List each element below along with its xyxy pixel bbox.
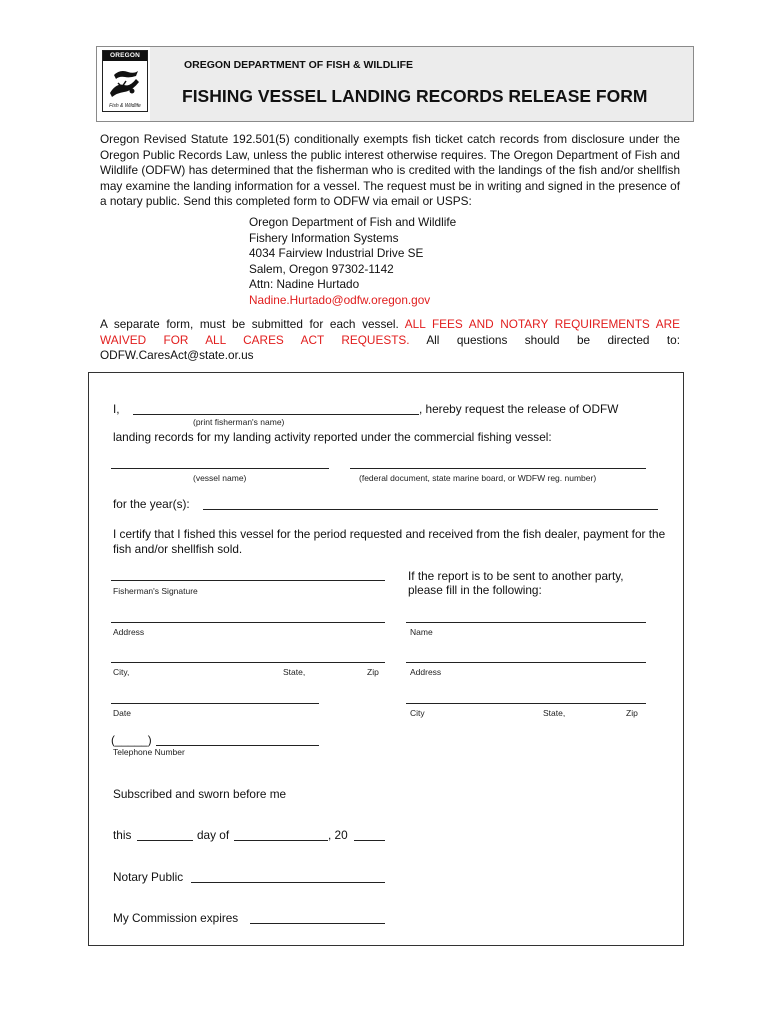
city-state-zip-field[interactable] [111, 662, 385, 663]
years-label: for the year(s): [113, 497, 190, 511]
state2-caption: State, [543, 708, 566, 718]
other-party-text: If the report is to be sent to another party, please fill in the following: [408, 569, 624, 597]
notice-paragraph [100, 317, 680, 364]
commission-label: My Commission expires [113, 911, 239, 925]
day-field[interactable] [137, 840, 193, 841]
address-line-2: Fishery Information Systems [249, 230, 399, 245]
notice-text-1: A separate form, must be submitted for each vessel. [100, 317, 405, 331]
zip-caption: Zip [367, 667, 379, 677]
notice-text-2: All questions should be directed to: ODFW.CaresAct@state.or.us [100, 332, 680, 362]
agency-name: OREGON DEPARTMENT OF FISH & WILDLIFE [184, 59, 414, 71]
notice-red-text: ALL FEES AND NOTARY REQUIREMENTS ARE WAIVED FOR ALL CARES ACT REQUESTS. [100, 317, 680, 347]
i-label: I, [113, 402, 120, 416]
signature-field[interactable] [111, 580, 385, 581]
other-party-address-field[interactable] [406, 662, 646, 663]
intro-paragraph: Oregon Revised Statute 192.501(5) conditionally exempts fish ticket catch records from disclosure under the Oregon Public Records Law, unless the public interest otherwise requires. The Oregon Department of Fish and Wildlife (ODFW) has determined that the fisherman who is credited with the landings of the fish and/or shellfish may examine the landing information for a vessel. The request must be in writing and signed in the presence of a notary public. Send this completed form to ODFW via email or USPS: [100, 132, 680, 208]
federal-doc-caption: (federal document, state marine board, or WDFW reg. number) [359, 473, 597, 483]
other-party-city-field[interactable] [406, 703, 646, 704]
fish-wildlife-icon [106, 63, 144, 103]
fisherman-name-field[interactable] [133, 414, 419, 415]
address-field[interactable] [111, 622, 385, 623]
logo-top-text: OREGON [103, 51, 147, 61]
address-line-3: 4034 Fairview Industrial Drive SE [249, 246, 424, 260]
month-field[interactable] [234, 840, 328, 841]
landing-text: landing records for my landing activity reported under the commercial fishing vessel: [113, 430, 552, 444]
logo-bottom-text: Fish & Wildlife [109, 103, 141, 109]
day-of-label: day of [197, 828, 230, 842]
notary-field[interactable] [191, 882, 385, 883]
odfw-logo [102, 50, 148, 112]
year-field[interactable] [354, 840, 385, 841]
phone-prefix: (_____) [111, 733, 152, 747]
telephone-field[interactable] [156, 745, 319, 746]
date-caption: Date [113, 708, 131, 718]
other-party-name-field[interactable] [406, 622, 646, 623]
form-box [88, 372, 684, 946]
contact-email-link[interactable]: Nadine.Hurtado@odfw.oregon.gov [249, 292, 431, 307]
address-line-5: Attn: Nadine Hurtado [249, 277, 360, 291]
address-line-4: Salem, Oregon 97302-1142 [249, 261, 394, 276]
year-prefix: , 20 [328, 828, 348, 842]
commission-expires-field[interactable] [250, 923, 385, 924]
mailing-address [249, 215, 456, 308]
date-field[interactable] [111, 703, 319, 704]
vessel-name-field[interactable] [111, 468, 329, 469]
vessel-name-caption: (vessel name) [193, 473, 247, 483]
release-text: , hereby request the release of ODFW [419, 402, 619, 416]
zip2-caption: Zip [626, 708, 638, 718]
name-caption: Name [410, 627, 433, 637]
phone-caption: Telephone Number [113, 747, 185, 757]
address-line-1: Oregon Department of Fish and Wildlife [249, 215, 457, 229]
city-caption: City, [113, 667, 130, 677]
print-name-caption: (print fisherman's name) [193, 417, 285, 427]
state-caption: State, [283, 667, 306, 677]
signature-caption: Fisherman's Signature [113, 586, 198, 596]
city2-caption: City [410, 708, 425, 718]
certify-text: I certify that I fished this vessel for the period requested and received from the fish dealer, payment for the fish and/or shellfish sold. [113, 527, 666, 556]
years-field[interactable] [203, 509, 658, 510]
subscribed-text: Subscribed and sworn before me [113, 787, 287, 801]
address2-caption: Address [410, 667, 442, 677]
address-caption: Address [113, 627, 145, 637]
this-label: this [113, 828, 132, 842]
vessel-reg-number-field[interactable] [350, 468, 646, 469]
form-title: FISHING VESSEL LANDING RECORDS RELEASE FORM [182, 86, 648, 106]
notary-label: Notary Public [113, 870, 184, 884]
